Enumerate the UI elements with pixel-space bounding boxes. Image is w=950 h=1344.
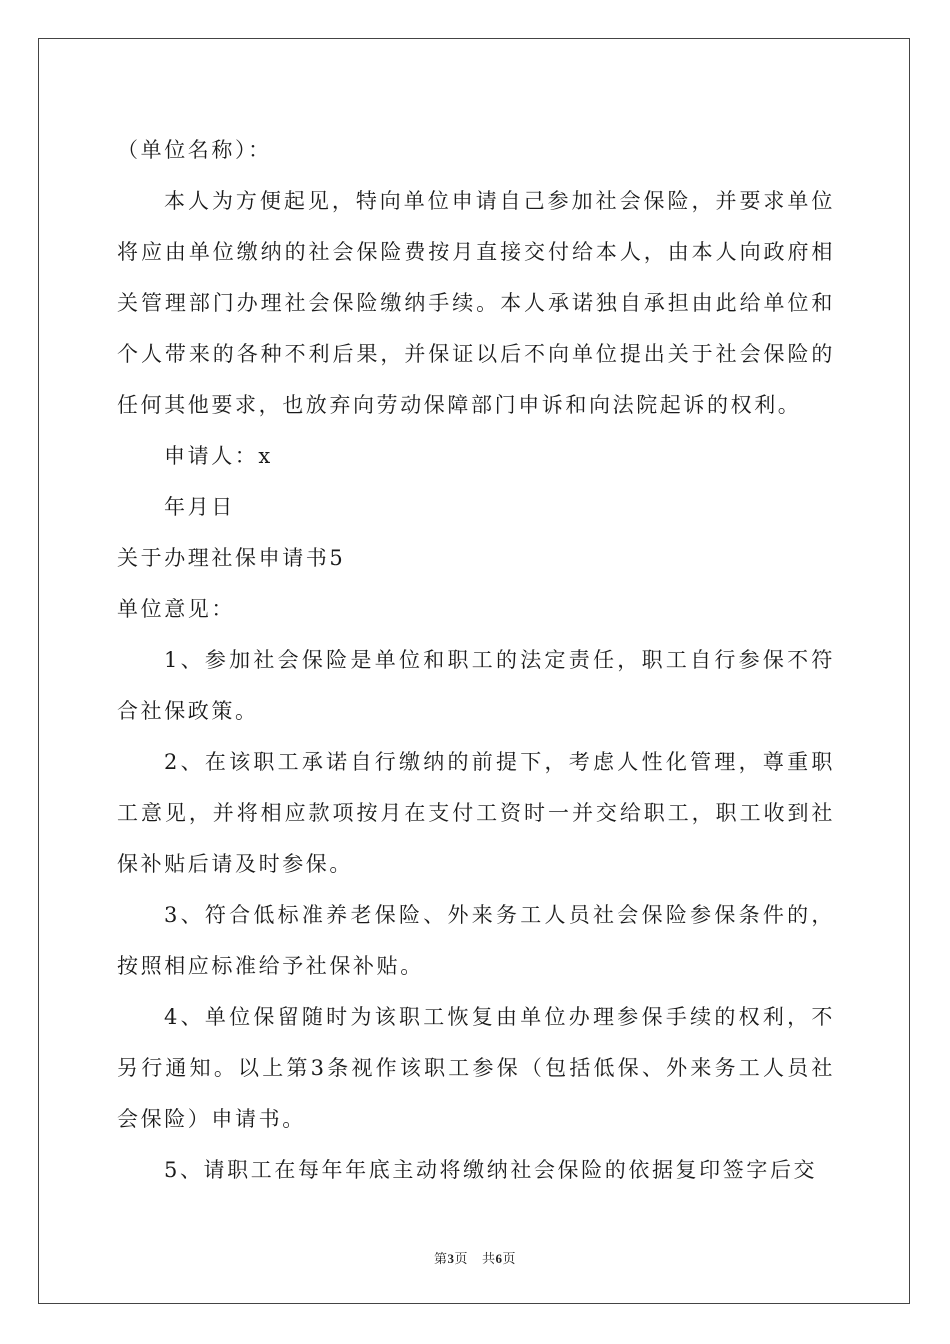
- applicant-line: 申请人：x: [164, 444, 273, 468]
- page-footer: [0, 1248, 950, 1267]
- page-suffix: 页: [454, 1252, 468, 1267]
- date-line: 年月日: [164, 495, 235, 519]
- opinion-item-4: 4、单位保留随时为该职工恢复由单位办理参保手续的权利，不另行通知。以上第3条视作该职工参保（包括低保、外来务工人员社会保险）申请书。: [117, 1005, 835, 1131]
- opinion-item-1: 1、参加社会保险是单位和职工的法定责任，职工自行参保不符合社保政策。: [117, 648, 835, 723]
- total-suffix: 页: [502, 1252, 517, 1267]
- total-prefix: 共: [482, 1252, 496, 1267]
- opinion-item-3: 3、符合低标准养老保险、外来务工人员社会保险参保条件的，按照相应标准给予社保补贴。: [117, 903, 835, 978]
- addressee-line: （单位名称）：: [117, 138, 272, 162]
- page-prefix: 第: [433, 1252, 448, 1267]
- opinion-item-2: 2、在该职工承诺自行缴纳的前提下，考虑人性化管理，尊重职工意见，并将相应款项按月在支付工资时一并交给职工，职工收到社保补贴后请及时参保。: [117, 750, 835, 876]
- section-heading: 关于办理社保申请书5: [117, 546, 346, 570]
- document-body: [117, 125, 835, 1196]
- page-number: 3: [447, 1251, 455, 1266]
- declaration-paragraph: 本人为方便起见，特向单位申请自己参加社会保险，并要求单位将应由单位缴纳的社会保险费按月直接交付给本人，由本人向政府相关管理部门办理社会保险缴纳手续。本人承诺独自承担由此给单位和个人带来的各种不利后果，并保证以后不向单位提出关于社会保险的任何其他要求，也放弃向劳动保障部门申诉和向法院起诉的权利。: [117, 189, 835, 417]
- opinion-item-5: 5、请职工在每年年底主动将缴纳社会保险的依据复印签字后交: [164, 1158, 818, 1182]
- unit-opinion-heading: 单位意见：: [117, 597, 235, 621]
- total-pages: 6: [495, 1251, 503, 1266]
